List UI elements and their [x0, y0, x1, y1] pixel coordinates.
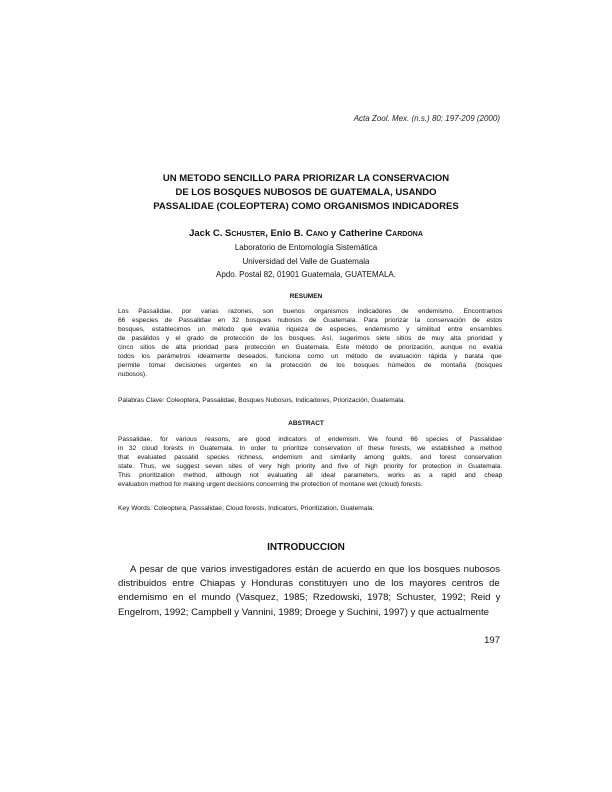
body-line: distribuidos entre Chiapas y Honduras constituyen uno de los mayores centros de	[118, 578, 500, 590]
resumen-heading: RESUMEN	[289, 293, 323, 300]
body-line: endemismo en el mundo (Vasquez, 1985; Rzedowski, 1978; Schuster, 1992; Reid y	[118, 592, 501, 604]
author-separator: ,	[265, 228, 271, 239]
abstract-line: in 32 cloud forests in Guatemala. In order to prioritize conservation of these forests, we established a method	[118, 445, 502, 452]
abstract-line: evaluation method for making urgent decisions concerning the protection of montane wet (cloud) forests.	[118, 481, 423, 488]
author-surname: Cano	[305, 228, 329, 239]
author-list	[100, 228, 512, 239]
palabras-clave: Palabras Clave: Coleoptera, Passalidae, Bosques Nubosos, Indicadores, Priorización, Guatemala.	[118, 397, 406, 404]
resumen-line: de pasálidos y el grado de protección de los bosques. Así, sugerimos siete sitios de muy alta prioridad y	[118, 335, 503, 342]
author-first-name: Enio B.	[270, 228, 306, 239]
abstract-line: Passalidae, for various reasons, are good indicators of endemism. We found 66 species of Passalidae	[118, 436, 502, 443]
author-surname: Cardona	[385, 228, 423, 239]
author-separator: y	[328, 228, 339, 239]
resumen-line: Los Passalidae, por varias razones, son buenos organismos indicadores de endemismo. Encontramos	[118, 308, 503, 315]
article-title	[100, 172, 512, 214]
resumen-line: bosques, establecimos un método que evalúa riqueza de especies, endemismo y similitud entre ensambles	[118, 326, 502, 333]
resumen-line: cinco sitios de alta prioridad para protección en Guatemala. Este método de priorización, aunque no evalúa	[118, 344, 503, 351]
body-line: A pesar de que varios investigadores están de acuerdo en que los bosques nubosos	[130, 564, 500, 575]
resumen-line: nubosos).	[118, 371, 147, 378]
affiliation	[100, 241, 512, 282]
author-first-name: Catherine	[338, 228, 386, 239]
author-surname: Schuster	[225, 228, 266, 239]
introduccion-body	[118, 563, 500, 620]
introduccion-heading: INTRODUCCION	[267, 542, 345, 553]
affiliation-line: Laboratorio de Entomología Sistemática	[234, 243, 378, 252]
abstract-line: This prioritization method, although not evaluating all ideal parameters, works as a rapid and cheap	[118, 472, 503, 479]
resumen-line: permite tomar decisiones urgentes en la protección de los bosques húmedos de montaña (bosques	[118, 362, 503, 369]
title-line: UN METODO SENCILLO PARA PRIORIZAR LA CONSERVACION	[162, 173, 450, 184]
journal-reference: Acta Zool. Mex. (n.s.) 80: 197-209 (2000)	[353, 114, 500, 123]
page-number: 197	[484, 635, 500, 646]
author-first-name: Jack C.	[189, 228, 226, 239]
title-line: DE LOS BOSQUES NUBOSOS DE GUATEMALA, USANDO	[175, 187, 437, 198]
resumen-line: todos los parámetros idealmente deseados, funciona como un método de evaluación rápida y barata que	[118, 353, 502, 360]
title-line: PASSALIDAE (COLEOPTERA) COMO ORGANISMOS INDICADORES	[153, 201, 459, 212]
resumen-line: 66 especies de Passalidae en 32 bosques nubosos de Guatemala. Para priorizar la conservación de estos	[118, 317, 503, 324]
key-words: Key Words: Coleoptera, Passalidae, Cloud forests, Indicators, Prioritization, Guatemala.	[118, 505, 375, 512]
abstract-line: that evaluated passalid species richness, endemism and similarity among guilds, and forest conservation	[118, 454, 502, 461]
body-line: Engelrom, 1992; Campbell y Vannini, 1989; Droege y Suchini, 1997) y que actualmente	[118, 606, 490, 618]
affiliation-line: Apdo. Postal 82, 01901 Guatemala, GUATEMALA.	[216, 270, 396, 279]
abstract-text	[118, 435, 502, 489]
abstract-line: state. Thus, we suggest seven sites of very high priority and five of high priority for protection in Guatemala.	[118, 463, 503, 470]
abstract-heading: ABSTRACT	[288, 420, 324, 427]
affiliation-line: Universidad del Valle de Guatemala	[242, 256, 370, 266]
resumen-text	[118, 307, 502, 379]
